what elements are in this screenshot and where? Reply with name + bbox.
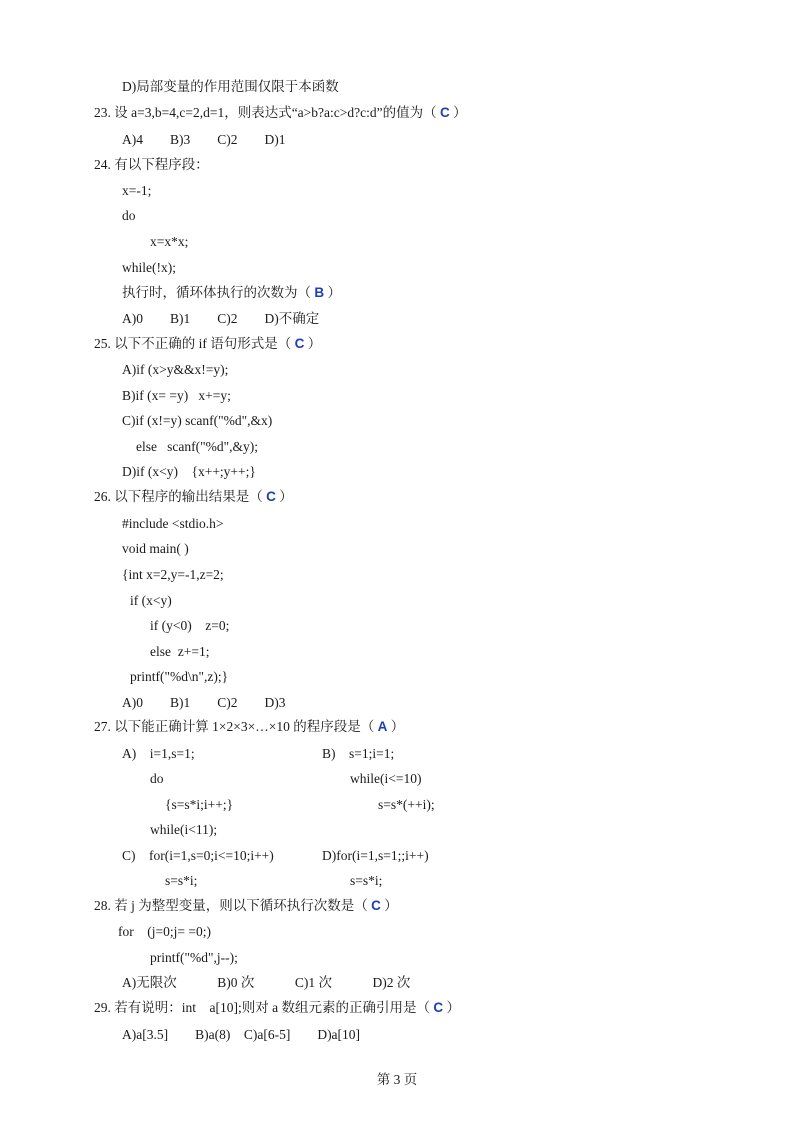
question-29-close: ）	[443, 1000, 460, 1015]
question-28	[94, 897, 398, 915]
question-23-answer: C	[439, 105, 450, 120]
question-26	[94, 488, 293, 506]
code-line: x=-1;	[122, 183, 152, 198]
code-line: {int x=2,y=-1,z=2;	[122, 567, 224, 582]
question-26-close: ）	[275, 489, 293, 504]
option-line: D)for(i=1,s=1;;i++)	[322, 848, 429, 863]
option-line: A) i=1,s=1;	[122, 746, 195, 761]
code-line: if (y<0) z=0;	[150, 618, 230, 633]
code-line: {s=s*i;i++;}	[165, 797, 234, 812]
question-29-text: 29. 若有说明：int a[10];则对 a 数组元素的正确引用是（	[94, 1000, 434, 1015]
question-26-answer: C	[266, 489, 276, 504]
question-26-options: A)0 B)1 C)2 D)3	[122, 695, 286, 710]
code-line: s=s*i;	[350, 873, 383, 888]
question-25-text: 25. 以下不正确的 if 语句形式是（	[94, 336, 295, 351]
question-26-text: 26. 以下程序的输出结果是（	[94, 489, 267, 504]
question-25-close: ）	[304, 336, 322, 351]
question-28-options: A)无限次 B)0 次 C)1 次 D)2 次	[122, 975, 411, 990]
code-line: s=s*(++i);	[378, 797, 435, 812]
option-line: C) for(i=1,s=0;i<=10;i++)	[122, 848, 274, 863]
question-28-close: ）	[380, 898, 398, 913]
code-line: #include <stdio.h>	[122, 516, 224, 531]
question-24-text: 执行时，循环体执行的次数为（	[122, 285, 315, 300]
option-line: else scanf("%d",&y);	[136, 439, 258, 454]
code-line: while(i<11);	[150, 822, 218, 837]
code-line: if (x<y)	[130, 593, 172, 608]
code-line: do	[122, 208, 136, 223]
question-25-answer: C	[294, 336, 305, 351]
code-line: while(!x);	[122, 260, 176, 275]
option-line: B) s=1;i=1;	[322, 746, 395, 761]
question-27-close: ）	[387, 719, 405, 734]
question-29	[94, 999, 460, 1017]
question-25	[94, 335, 321, 353]
question-23-options: A)4 B)3 C)2 D)1	[122, 132, 286, 147]
option-line: A)if (x>y&&x!=y);	[122, 362, 229, 377]
question-29-options: A)a[3.5] B)a(8) C)a[6-5] D)a[10]	[122, 1027, 361, 1042]
question-23-close: ）	[449, 105, 467, 120]
page-number: 第 3 页	[376, 1072, 418, 1087]
code-line: printf("%d",j--);	[150, 950, 238, 965]
code-line: while(i<=10)	[350, 771, 422, 786]
code-line: printf("%d\n",z);}	[130, 669, 229, 684]
question-27	[94, 718, 404, 736]
question-23	[94, 104, 467, 122]
code-line: void main( )	[122, 541, 189, 556]
code-line: for (j=0;j= =0;)	[118, 924, 211, 939]
option-line: D)if (x<y) {x++;y++;}	[122, 464, 256, 479]
option-line: C)if (x!=y) scanf("%d",&x)	[122, 413, 273, 428]
question-28-text: 28. 若 j 为整型变量，则以下循环执行次数是（	[94, 898, 372, 913]
question-28-answer: C	[371, 898, 381, 913]
question-27-answer: A	[377, 719, 388, 734]
option-line: B)if (x= =y) x+=y;	[122, 388, 231, 403]
question-24-answer: B	[314, 285, 325, 300]
code-line: x=x*x;	[150, 234, 189, 249]
option-d-text: D)局部变量的作用范围仅限于本函数	[122, 79, 339, 94]
question-23-text: 23. 设 a=3,b=4,c=2,d=1，则表达式“a>b?a:c>d?c:d”的值为（	[94, 105, 440, 120]
code-line: s=s*i;	[165, 873, 198, 888]
code-line: else z+=1;	[150, 644, 210, 659]
question-24-close: ）	[324, 285, 341, 300]
question-24-options: A)0 B)1 C)2 D)不确定	[122, 311, 320, 326]
code-line: do	[150, 771, 164, 786]
question-27-text: 27. 以下能正确计算 1×2×3×…×10 的程序段是（	[94, 719, 378, 734]
question-24-heading: 24. 有以下程序段：	[94, 157, 209, 172]
question-24	[122, 284, 341, 302]
question-29-answer: C	[433, 1000, 444, 1015]
